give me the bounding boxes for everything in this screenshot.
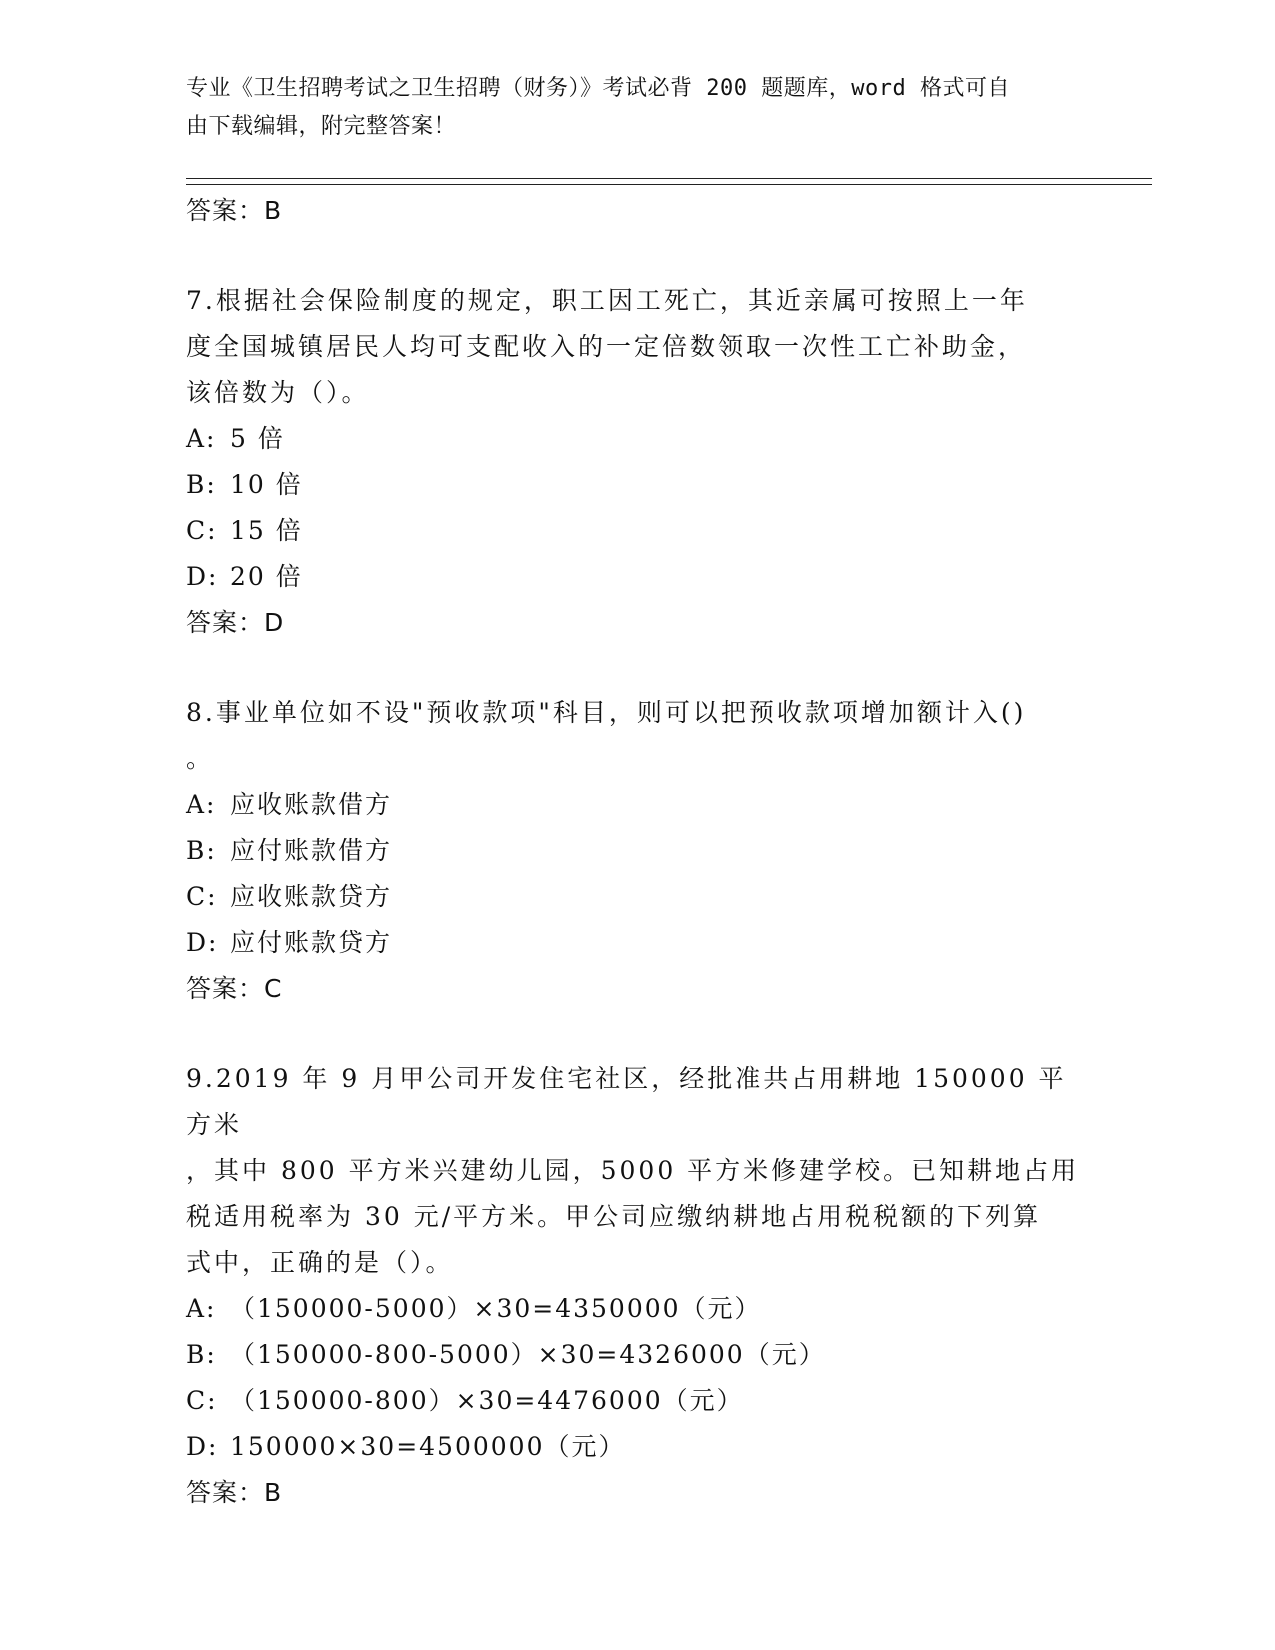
option-d: [186, 1424, 1086, 1470]
header-divider-top: [186, 178, 1152, 179]
option-label: D:: [186, 1432, 219, 1461]
question-stem-line: ，其中 800 平方米兴建幼儿园，5000 平方米修建学校。已知耕地占用: [186, 1156, 1080, 1185]
option-label: C:: [186, 882, 218, 911]
option-label: B:: [186, 1340, 217, 1369]
option-label: C:: [186, 1386, 218, 1415]
option-text: 20 倍: [230, 562, 303, 591]
question-stem-line: 该倍数为（）。: [186, 378, 370, 407]
question-stem-line: 7.根据社会保险制度的规定，职工因工死亡，其近亲属可按照上一年: [186, 286, 1028, 315]
option-b: [186, 828, 1086, 874]
question-stem-line: 8.事业单位如不设"预收款项"科目，则可以把预收款项增加额计入(): [186, 698, 1027, 727]
option-text: 10 倍: [230, 470, 303, 499]
question-stem-line: 度全国城镇居民人均可支配收入的一定倍数领取一次性工亡补助金，: [186, 332, 1027, 361]
option-label: A:: [186, 790, 217, 819]
option-text: 150000×30=4500000（元）: [230, 1432, 626, 1461]
header-line-2: 由下载编辑，附完整答案！: [186, 114, 457, 139]
option-text: 应付账款贷方: [230, 928, 393, 957]
document-header: [186, 70, 1066, 146]
question-stem-line: 9.2019 年 9 月甲公司开发住宅社区，经批准共占用耕地 150000 平方米: [186, 1064, 1067, 1139]
option-a: [186, 416, 1086, 462]
question-answer: 答案：B: [186, 1478, 283, 1507]
option-label: D:: [186, 562, 219, 591]
question-stem-line: 税适用税率为 30 元/平方米。甲公司应缴纳耕地占用税税额的下列算: [186, 1202, 1042, 1231]
document-body: [186, 188, 1086, 1516]
option-text: 应收账款借方: [230, 790, 393, 819]
option-d: [186, 920, 1086, 966]
question-stem-line: 。: [186, 744, 215, 773]
option-label: B:: [186, 836, 217, 865]
question-7: [186, 278, 1086, 646]
option-c: [186, 1378, 1086, 1424]
option-text: （150000-800）×30=4476000（元）: [230, 1386, 744, 1415]
option-d: [186, 554, 1086, 600]
option-b: [186, 1332, 1086, 1378]
header-divider-bottom: [186, 184, 1152, 185]
option-label: C:: [186, 516, 218, 545]
option-text: 15 倍: [230, 516, 303, 545]
option-a: [186, 1286, 1086, 1332]
question-8: [186, 690, 1086, 1012]
option-label: A:: [186, 424, 217, 453]
option-text: 5 倍: [230, 424, 285, 453]
option-text: （150000-800-5000）×30=4326000（元）: [230, 1340, 826, 1369]
header-line-1: 专业《卫生招聘考试之卫生招聘（财务）》考试必背 200 题题库，word 格式可自: [186, 76, 1010, 101]
option-text: （150000-5000）×30=4350000（元）: [230, 1294, 762, 1323]
question-stem-line: 式中，正确的是（）。: [186, 1248, 454, 1277]
option-text: 应付账款借方: [230, 836, 393, 865]
option-label: A:: [186, 1294, 217, 1323]
option-text: 应收账款贷方: [230, 882, 393, 911]
question-9: [186, 1056, 1086, 1516]
option-c: [186, 874, 1086, 920]
option-label: B:: [186, 470, 217, 499]
previous-question-answer: 答案：B: [186, 196, 283, 225]
option-label: D:: [186, 928, 219, 957]
option-a: [186, 782, 1086, 828]
option-b: [186, 462, 1086, 508]
option-c: [186, 508, 1086, 554]
question-answer: 答案：D: [186, 608, 285, 637]
question-answer: 答案：C: [186, 974, 283, 1003]
